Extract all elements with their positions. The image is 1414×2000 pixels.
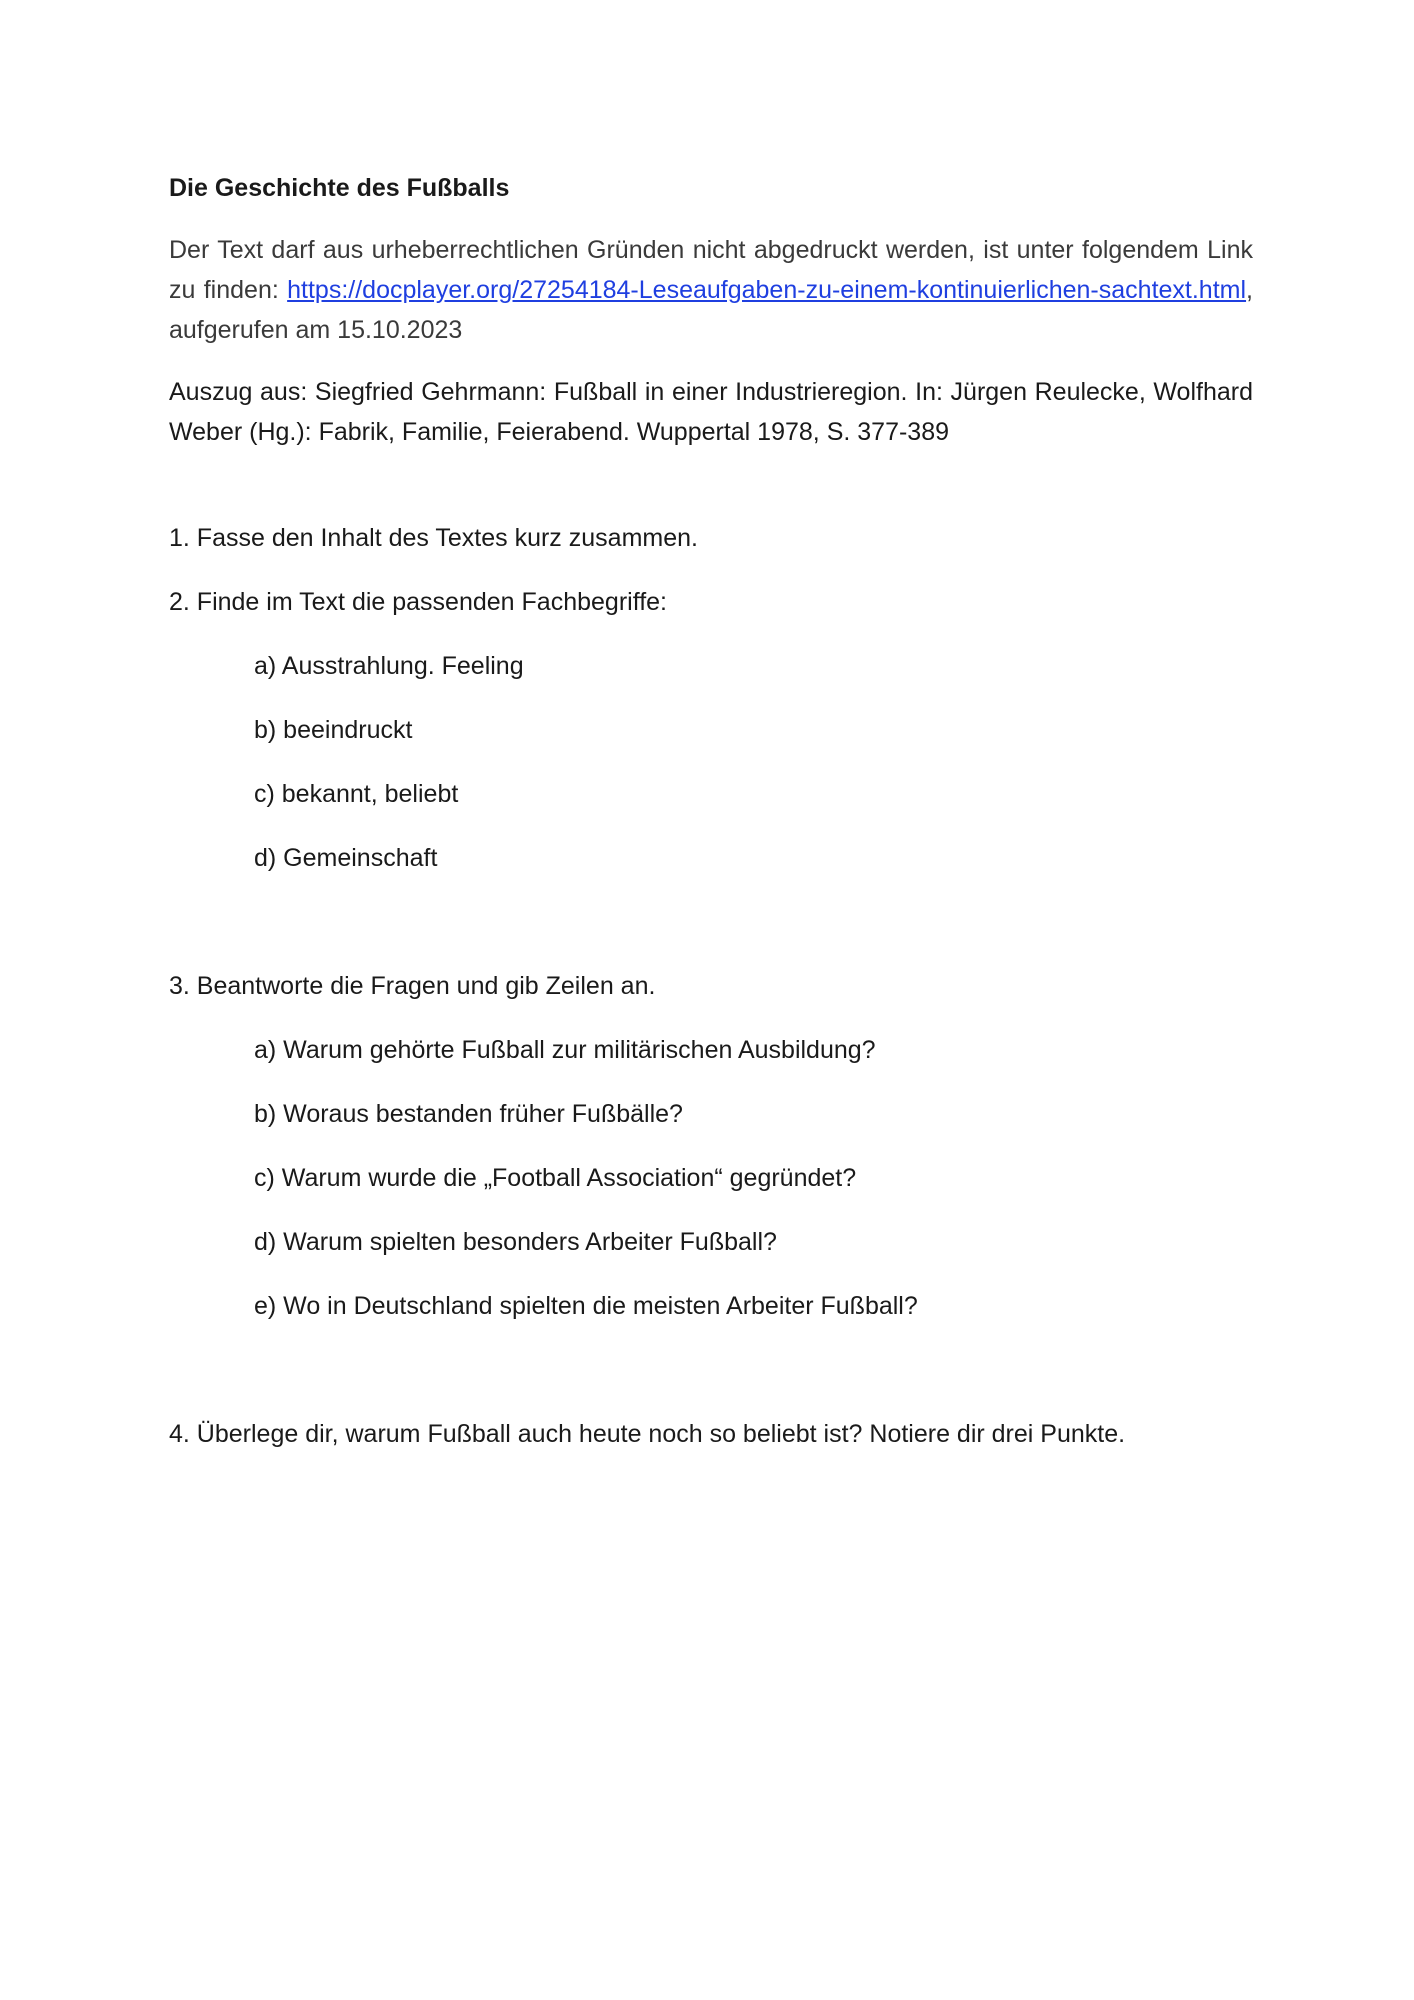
task-3-subitems (169, 1030, 1253, 1326)
intro-date-text: , aufgerufen am 15.10.2023 (169, 276, 1253, 344)
document-title: Die Geschichte des Fußballs (169, 174, 510, 202)
task-3-item: a) Warum gehörte Fußball zur militärischen Ausbildung? (254, 1036, 876, 1064)
task-4: 4. Überlege dir, warum Fußball auch heute noch so beliebt ist? Notiere dir drei Punkte. (169, 1420, 1126, 1448)
task-1: 1. Fasse den Inhalt des Textes kurz zusammen. (169, 524, 698, 552)
intro-paragraph (169, 230, 1253, 350)
task-2-item: c) bekannt, beliebt (254, 780, 459, 808)
task-list (169, 518, 1253, 1454)
task-2-subitems (169, 646, 1253, 878)
task-2-item: d) Gemeinschaft (254, 844, 438, 872)
task-2-item: a) Ausstrahlung. Feeling (254, 652, 524, 680)
task-3-item: e) Wo in Deutschland spielten die meisten Arbeiter Fußball? (254, 1292, 918, 1320)
task-3: 3. Beantworte die Fragen und gib Zeilen an. (169, 972, 656, 1000)
intro-text: Der Text darf aus urheberrechtlichen Gründen nicht abgedruckt werden, ist unter folgendem Link zu finden: (169, 236, 1253, 304)
source-link[interactable]: https://docplayer.org/27254184-Leseaufgaben-zu-einem-kontinuierlichen-sachtext.html (287, 276, 1247, 304)
task-3-item: b) Woraus bestanden früher Fußbälle? (254, 1100, 683, 1128)
document-content (169, 168, 1253, 1454)
source-citation: Auszug aus: Siegfried Gehrmann: Fußball in einer Industrieregion. In: Jürgen Reulecke, Wolfhard Weber (Hg.): Fabrik, Familie, Feierabend. Wuppertal 1978, S. 377-389 (169, 378, 1253, 446)
task-3-item: c) Warum wurde die „Football Association“ gegründet? (254, 1164, 857, 1192)
task-2: 2. Finde im Text die passenden Fachbegriffe: (169, 588, 667, 616)
task-3-item: d) Warum spielten besonders Arbeiter Fußball? (254, 1228, 777, 1256)
task-2-item: b) beeindruckt (254, 716, 413, 744)
